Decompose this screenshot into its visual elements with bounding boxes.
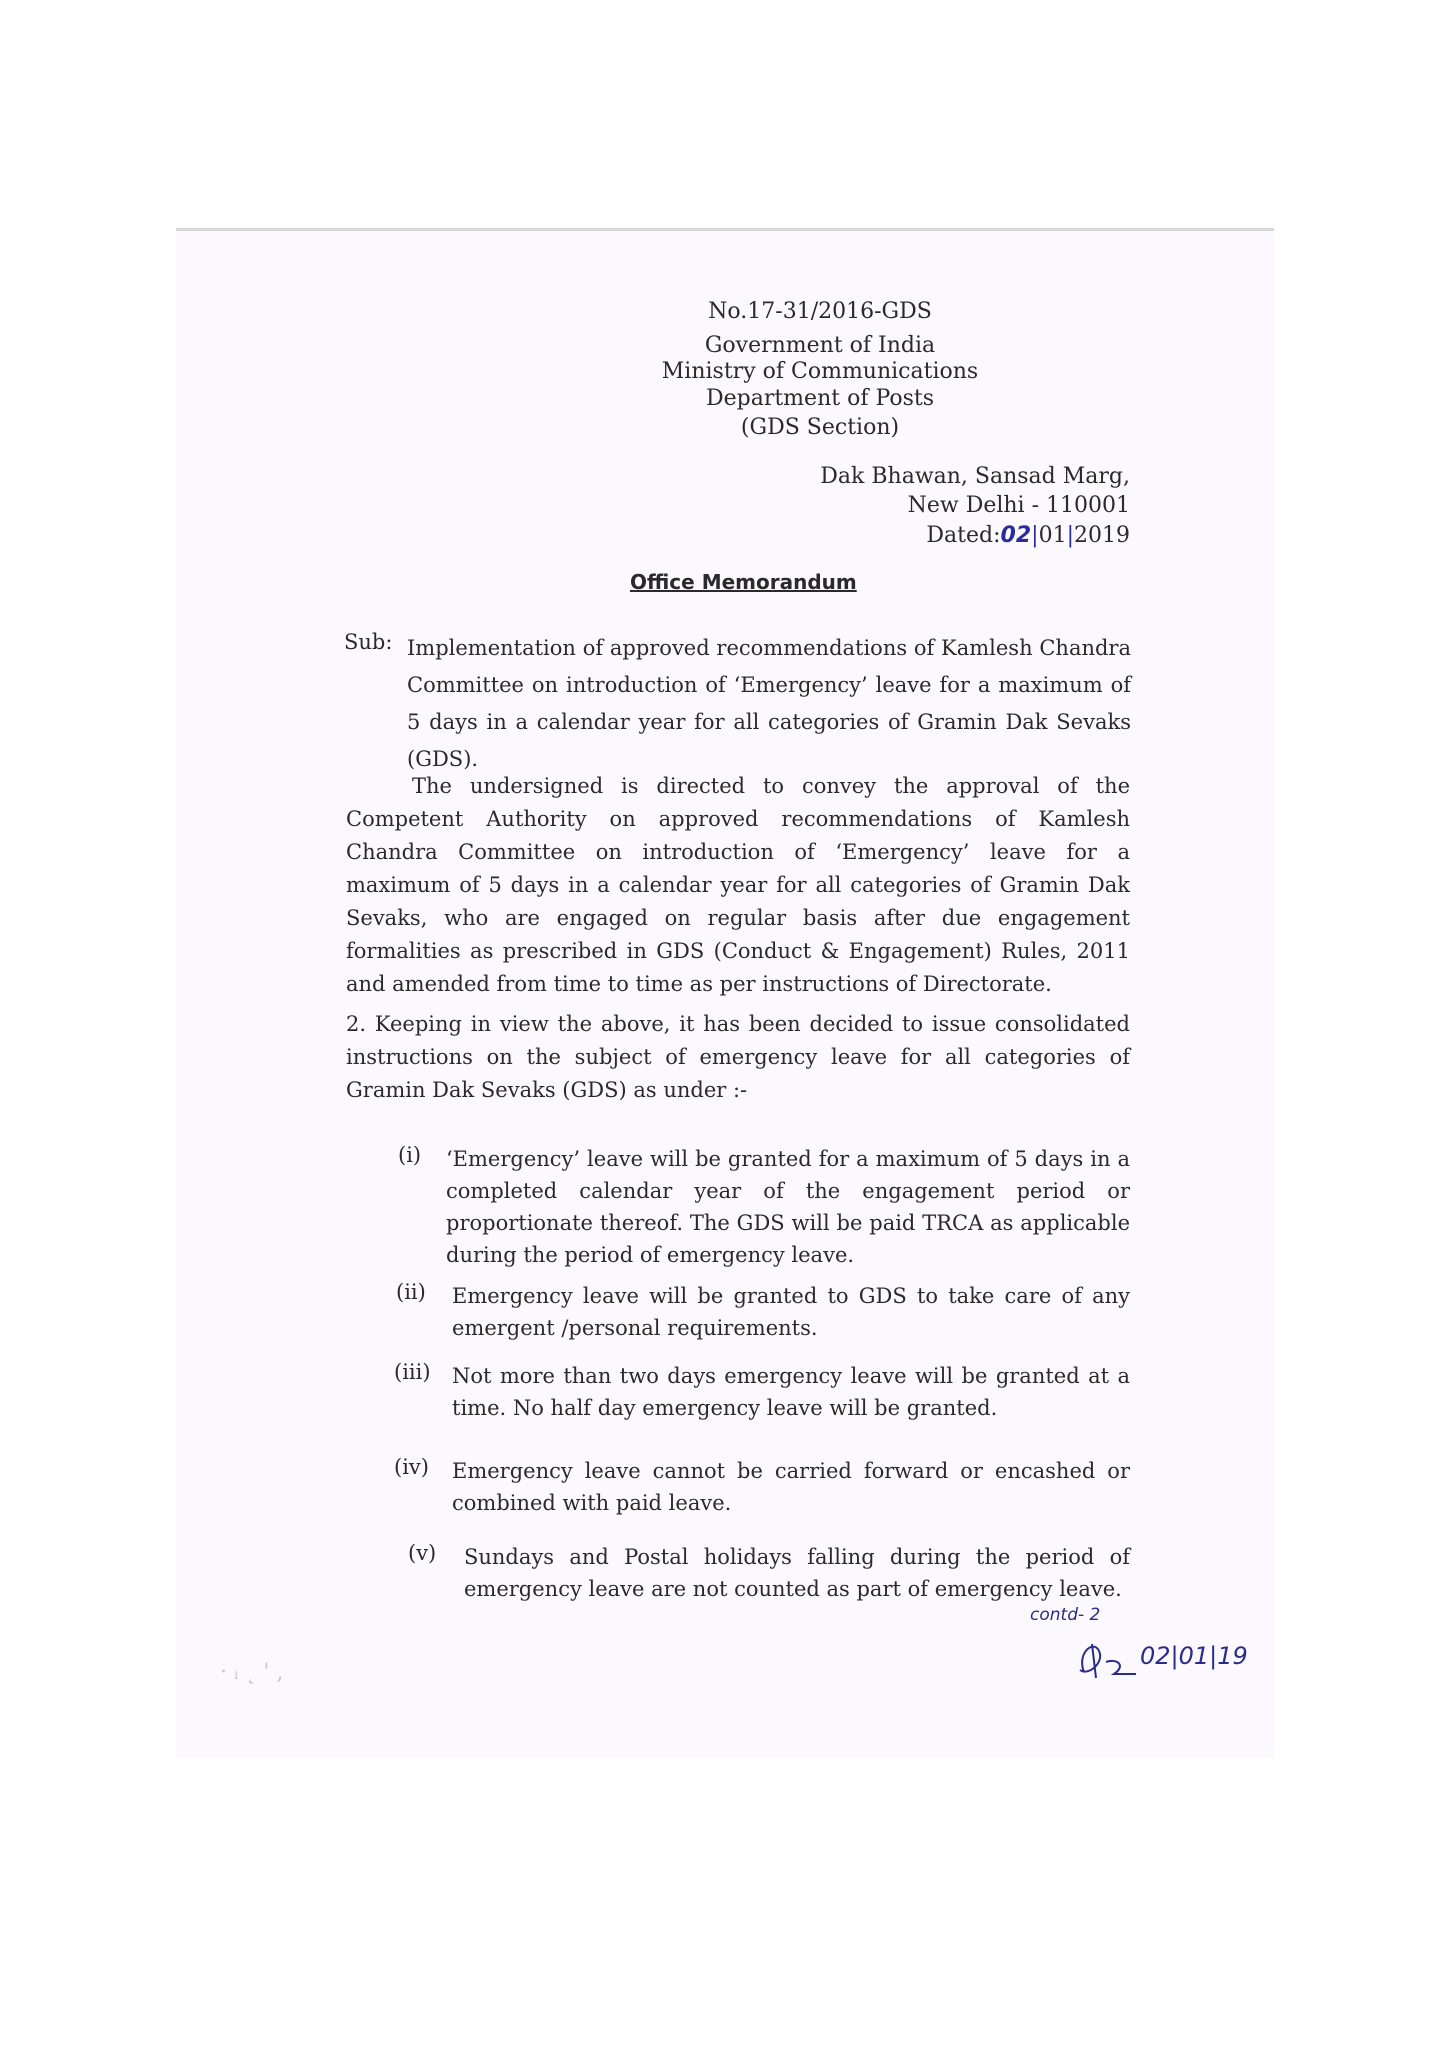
contd-note: contd- 2	[1030, 1605, 1101, 1625]
list-item: Emergency leave will be granted to GDS to take care of any emergent /personal requirements.	[452, 1284, 1130, 1340]
ministry-line: Ministry of Communications	[661, 359, 979, 384]
paragraph-1: The undersigned is directed to convey the approval of the Competent Authority on approved recommendations of Kamlesh Chandra Committee on introduction of ‘Emergency’ leave for a maximum of 5 days in a calendar year for all categories of Gramin Dak Sevaks, who are engaged on regular basis after due engagement formalities as prescribed in GDS (Conduct & Engagement) Rules, 2011 and amended from time to time as per instructions of Directorate.	[346, 774, 1130, 996]
subject-text: Implementation of approved recommendations of Kamlesh Chandra Committee on introduction of ‘Emergency’ leave for a maximum of 5 days in a calendar year for all categories of Gramin Dak Sevaks (GDS).	[407, 636, 1131, 771]
list-item: Sundays and Postal holidays falling during the period of emergency leave are not counted as part of emergency leave.	[464, 1545, 1130, 1601]
item-number: (i)	[398, 1143, 422, 1167]
govt-line: Government of India	[704, 333, 936, 358]
dated-day-handwritten: 02	[1000, 523, 1032, 548]
page-edge	[176, 228, 1274, 231]
signature-date: 02|01|19	[1140, 1642, 1248, 1670]
section-line: (GDS Section)	[740, 415, 900, 440]
file-number: No.17-31/2016-GDS	[708, 299, 932, 324]
dated-year: 2019	[1074, 523, 1130, 548]
paragraph-2: 2. Keeping in view the above, it has been decided to issue consolidated instructions on the subject of emergency leave for all categories of Gramin Dak Sevaks (GDS) as under :-	[346, 1012, 1130, 1102]
list-item: ‘Emergency’ leave will be granted for a maximum of 5 days in a completed calendar year of the engagement period or proportionate thereof. The GDS will be paid TRCA as applicable during the period of emergency leave.	[446, 1147, 1130, 1267]
address-line-2: New Delhi - 110001	[907, 493, 1130, 518]
dated-label: Dated:	[926, 523, 1001, 548]
memo-title: Office Memorandum	[630, 570, 857, 594]
item-number: (iii)	[394, 1360, 431, 1384]
list-item: Emergency leave cannot be carried forward or encashed or combined with paid leave.	[452, 1459, 1130, 1515]
dated-month: 01	[1038, 523, 1067, 548]
list-item: Not more than two days emergency leave will be granted at a time. No half day emergency leave will be granted.	[452, 1364, 1130, 1420]
scan-noise: · ᵢ ˛ ' ,	[220, 1660, 284, 1685]
item-number: (v)	[408, 1541, 437, 1565]
item-number: (iv)	[394, 1455, 429, 1479]
department-line: Department of Posts	[705, 386, 935, 411]
subject-label: Sub:	[344, 630, 393, 654]
dated-line: Dated:02|01|2019	[926, 523, 1130, 548]
signature-scribble	[1066, 1632, 1146, 1692]
address-line-1: Dak Bhawan, Sansad Marg,	[820, 464, 1130, 489]
item-number: (ii)	[396, 1280, 426, 1304]
